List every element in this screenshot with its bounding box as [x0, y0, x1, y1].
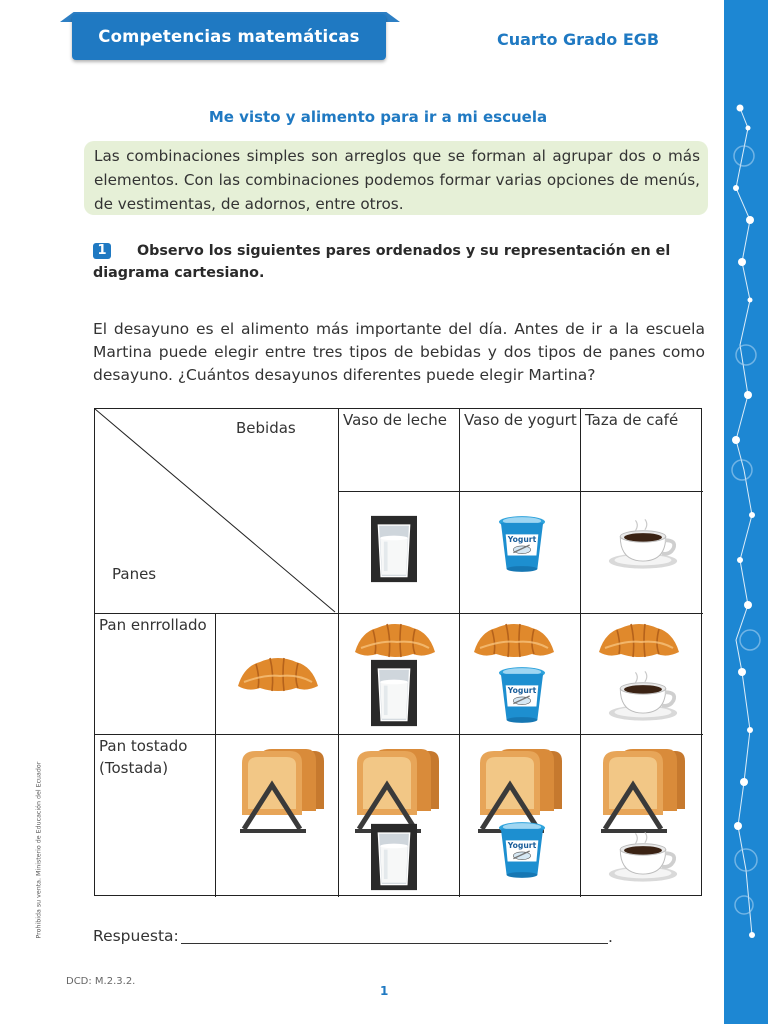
- yogurt-cup-icon: [498, 515, 546, 573]
- grade-label: Cuarto Grado EGB: [497, 30, 660, 49]
- milk-glass-icon: [371, 658, 417, 728]
- coffee-cup-icon: [607, 668, 679, 724]
- croissant-icon: [597, 618, 681, 660]
- activity-instruction: [93, 240, 703, 284]
- bread-picture-cell: [216, 614, 339, 735]
- row-header-croissant: Pan enrrollado: [95, 614, 216, 735]
- combo-cell: [460, 735, 581, 897]
- combo-cell: [339, 735, 460, 897]
- row-header-toast: Pan tostado (Tostada): [95, 735, 216, 897]
- curriculum-code: DCD: M.2.3.2.: [66, 976, 136, 987]
- toast-icon: [597, 745, 689, 835]
- drink-picture-cell: [581, 492, 703, 614]
- activity-text: Observo los siguientes pares ordenados y su representación en el diagrama cartesiano.: [93, 243, 671, 281]
- corner-label-breads: Panes: [112, 565, 157, 583]
- corner-label-drinks: Bebidas: [236, 419, 296, 437]
- yogurt-cup-icon: [498, 821, 546, 879]
- toast-icon: [351, 745, 443, 835]
- intro-box: [84, 141, 708, 215]
- milk-glass-icon: [371, 514, 417, 584]
- answer-label: Respuesta:: [93, 927, 179, 945]
- yogurt-cup-icon: [498, 666, 546, 724]
- coffee-cup-icon: [607, 829, 679, 885]
- column-header-coffee: Taza de café: [581, 409, 703, 492]
- table-corner-cell: [95, 409, 339, 614]
- problem-text: El desayuno es el alimento más importante del día. Antes de ir a la escuela Martina puede elegir entre tres tipos de bebidas y dos tipos de panes como desayuno. ¿Cuántos desayunos diferentes puede elegir Martina?: [93, 320, 705, 384]
- page-number: 1: [380, 984, 389, 998]
- column-header-milk: Vaso de leche: [339, 409, 460, 492]
- side-legal-note: Prohibida su venta. Ministerio de Educación del Ecuador: [35, 761, 43, 939]
- combo-cell: [581, 614, 703, 735]
- combo-cell: [581, 735, 703, 897]
- combination-table: [94, 408, 702, 896]
- combo-cell: [460, 614, 581, 735]
- header-tab-title: Competencias matemáticas: [98, 27, 360, 46]
- header-tab: [72, 14, 386, 60]
- intro-text: Las combinaciones simples son arreglos que se forman al agrupar dos o más elementos. Con las combinaciones podemos formar varias opciones de menús, de vestimentas, de adornos, entre otros.: [94, 147, 700, 213]
- drink-picture-cell: [460, 492, 581, 614]
- drink-picture-cell: [339, 492, 460, 614]
- coffee-cup-icon: [607, 516, 679, 572]
- network-decoration-icon: [724, 0, 768, 1024]
- column-header-yogurt: Vaso de yogurt: [460, 409, 581, 492]
- answer-input-line[interactable]: [181, 943, 608, 944]
- activity-number-badge: 1: [93, 243, 111, 259]
- page-title: Me visto y alimento para ir a mi escuela: [208, 108, 548, 126]
- croissant-icon: [472, 618, 556, 660]
- milk-glass-icon: [371, 823, 417, 891]
- answer-end-period: .: [608, 928, 613, 946]
- side-decoration-band: [724, 0, 768, 1024]
- bread-picture-cell: [216, 735, 339, 897]
- combo-cell: [339, 614, 460, 735]
- croissant-icon: [353, 618, 437, 660]
- croissant-icon: [236, 652, 320, 694]
- toast-icon: [236, 745, 328, 835]
